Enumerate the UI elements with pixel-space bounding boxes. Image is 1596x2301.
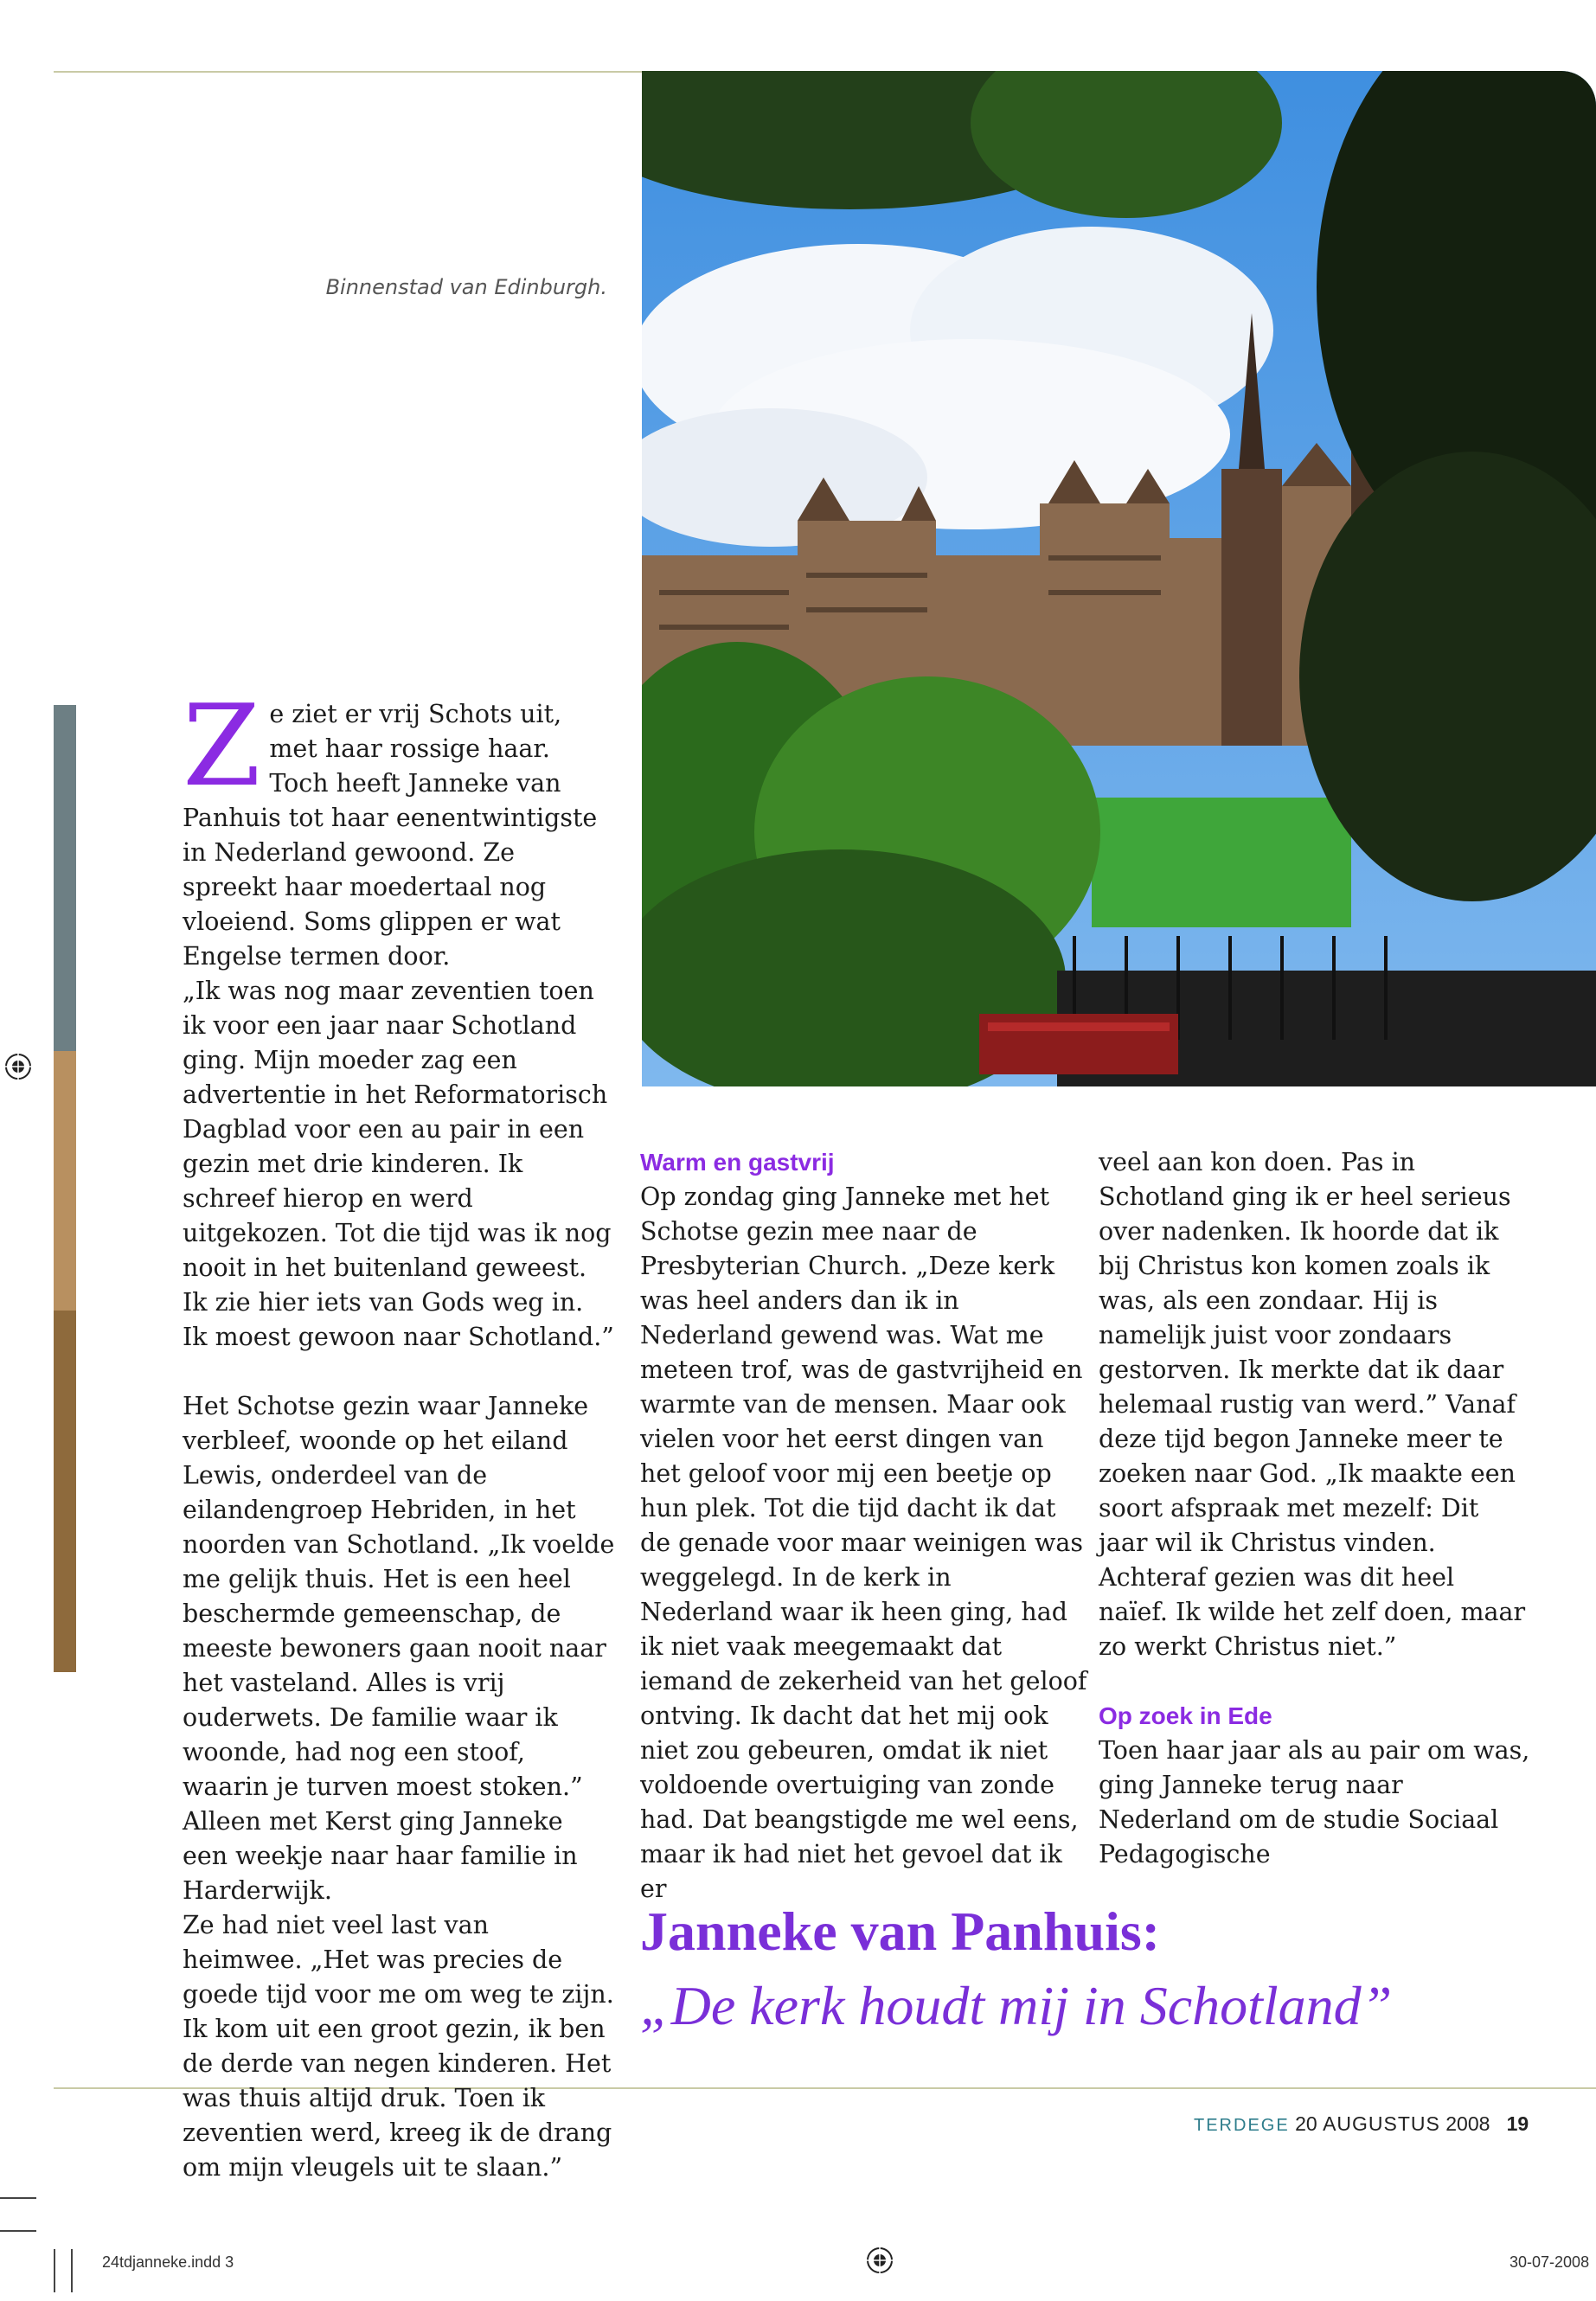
edinburgh-photo <box>642 71 1596 1086</box>
page-footer <box>1194 2112 1529 2136</box>
magazine-name: TERDEGE <box>1194 2116 1290 2135</box>
paragraph: veel aan kon doen. Pas in Schotland ging ik er heel serieus over nadenken. Ik hoorde dat ik bij Christus kon komen zoals ik was, als een zondaar. Hij is namelijk juist voor zondaars gestorven. Ik merkte dat ik daar helemaal rustig van werd.” Vanaf deze tijd begon Janneke meer te zoeken naar God. „Ik maakte een soort afspraak met mezelf: Dit jaar wil ik Christus vinden. Achteraf gezien was dit heel naïef. Ik wilde het zelf doen, maar zo werkt Christus niet.” <box>1099 1148 1526 1661</box>
headline-quote: „De kerk houdt mij in Schotland” <box>640 1975 1393 2036</box>
drop-cap: Z <box>183 680 261 811</box>
page-number: 19 <box>1506 2112 1529 2135</box>
facing-page-photo-edge <box>54 705 76 1672</box>
crop-mark <box>54 2249 55 2292</box>
subheading: Op zoek in Ede <box>1099 1702 1272 1729</box>
slug-date: 30-07-2008 <box>1509 2253 1590 2271</box>
crop-mark <box>0 2230 36 2232</box>
registration-mark-icon <box>865 2246 894 2275</box>
article-column-2 <box>640 1145 1090 1907</box>
crop-mark <box>71 2249 73 2292</box>
article-column-3 <box>1099 1145 1531 1872</box>
paragraph: Toen haar jaar als au pair om was, ging Janneke terug naar Nederland om de studie Sociaal Pedagogische <box>1099 1736 1530 1868</box>
paragraph: e ziet er vrij Schots uit, met haar rossige haar. Toch heeft Janneke van Panhuis tot haar eenentwintigste in Nederland gewoond. Ze spreekt haar moedertaal nog vloeiend. Soms glippen er wat Engelse termen door. <box>183 700 598 971</box>
paragraph: „Ik was nog maar zeventien toen ik voor een jaar naar Schotland ging. Mijn moeder zag een advertentie in het Reformatorisch Dagblad voor een au pair in een gezin met drie kinderen. Ik schreef hierop en werd uitgekozen. Tot die tijd was ik nog nooit in het buitenland geweest. Ik zie hier iets van Gods weg in. Ik moest gewoon naar Schotland.” <box>183 977 614 1351</box>
slug-filename: 24tdjanneke.indd 3 <box>102 2253 234 2271</box>
paragraph: Op zondag ging Janneke met het Schotse gezin mee naar de Presbyterian Church. „Deze kerk was heel anders dan ik in Nederland gewend was. Wat me meteen trof, was de gastvrijheid en warmte van de mensen. Maar ook vielen voor het eerst dingen van het geloof voor mij een beetje op hun plek. Tot die tijd dacht ik dat de genade voor maar weinigen was weggelegd. In de kerk in Nederland waar ik heen ging, had ik niet vaak meegemaakt dat iemand de zekerheid van het geloof ontving. Ik dacht dat het mij ook niet zou gebeuren, omdat ik niet voldoende overtuiging van zonde had. Dat beangstigde me wel eens, maar ik had niet het gevoel dat ik er <box>640 1183 1087 1903</box>
paragraph: Ze had niet veel last van heimwee. „Het was precies de goede tijd voor me om weg te zijn. Ik kom uit een groot gezin, ik ben de derde van negen kinderen. Het was thuis altijd druk. Toen ik zeventien werd, kreeg ik de drang om mijn vleugels uit te slaan.” <box>183 1911 614 2182</box>
issue-day: 20 <box>1295 2112 1317 2135</box>
edinburgh-illustration <box>642 71 1596 1086</box>
issue-year: 2008 <box>1445 2112 1490 2135</box>
photo-caption: Binnenstad van Edinburgh. <box>325 275 607 299</box>
crop-mark <box>0 2197 36 2199</box>
headline-name: Janneke van Panhuis: <box>640 1900 1161 1962</box>
registration-mark-icon <box>3 1052 33 1081</box>
article-column-1 <box>183 680 615 2185</box>
subheading: Warm en gastvrij <box>640 1149 835 1176</box>
paragraph: Het Schotse gezin waar Janneke verbleef, woonde op het eiland Lewis, onderdeel van de eilandengroep Hebriden, in het noorden van Schotland. „Ik voelde me gelijk thuis. Het is een heel beschermde gemeenschap, de meeste bewoners gaan nooit naar het vasteland. Alles is vrij ouderwets. De familie waar ik woonde, had nog een stoof, waarin je turven moest stoken.” Alleen met Kerst ging Janneke een weekje naar haar familie in Harderwijk. <box>183 1392 615 1905</box>
top-rule <box>54 71 642 73</box>
facing-page-photo-strip <box>54 705 76 1672</box>
issue-month: AUGUSTUS <box>1323 2112 1440 2135</box>
